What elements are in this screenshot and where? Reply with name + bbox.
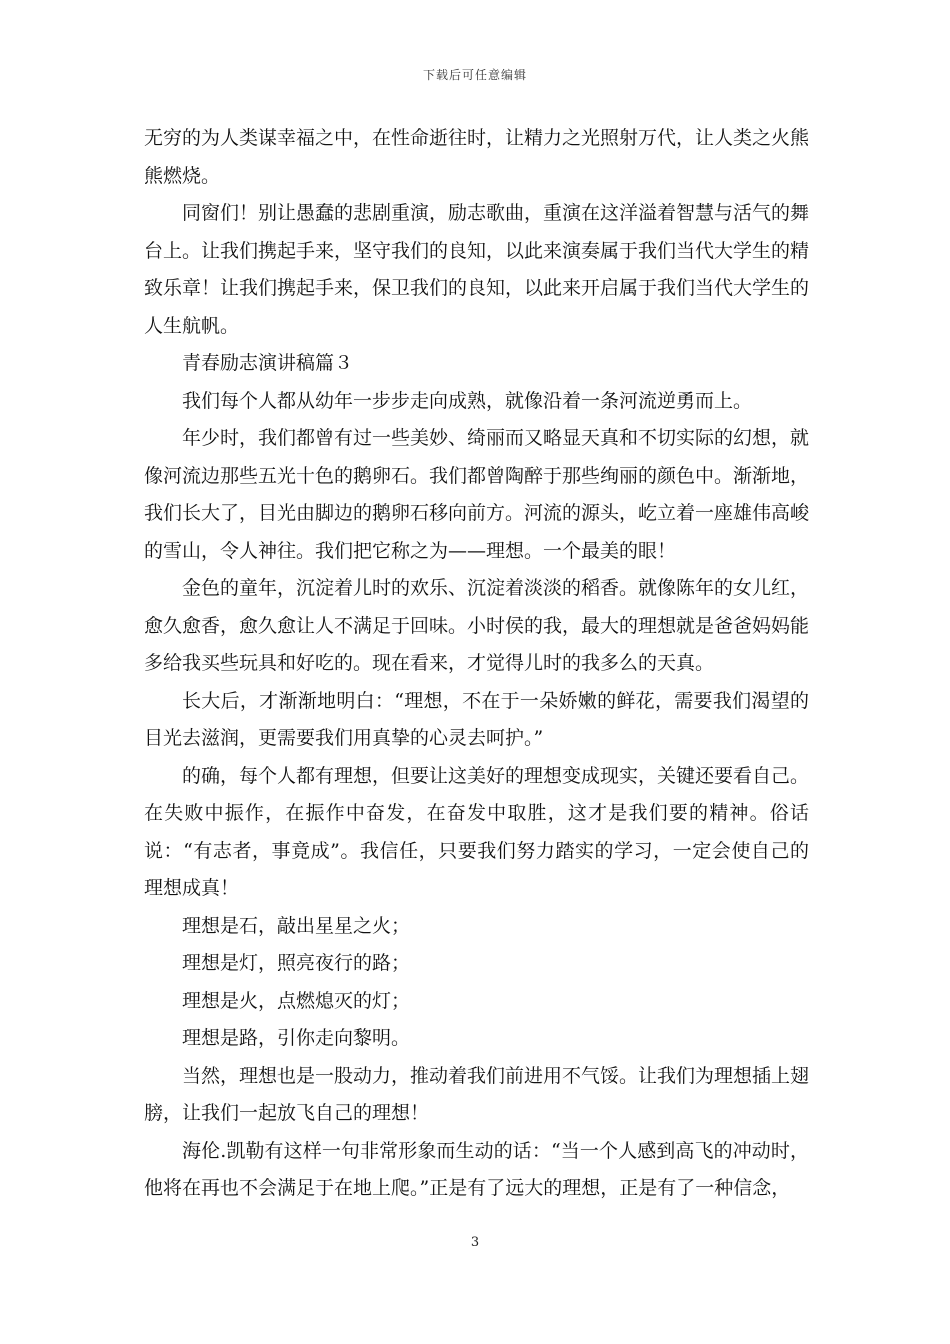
paragraph: 金色的童年，沉淀着儿时的欢乐、沉淀着淡淡的稻香。就像陈年的女儿红，愈久愈香，愈久愈让人不满足于回味。小时侯的我，最大的理想就是爸爸妈妈能多给我买些玩具和好吃的。现在看来，才觉得儿时的我多么的天真。 xyxy=(144,577,810,674)
paragraph: 无穷的为人类谋幸福之中，在性命逝往时，让精力之光照射万代，让人类之火熊熊燃烧。 xyxy=(144,127,810,187)
section-title: 青春励志演讲稿篇３ xyxy=(182,352,354,374)
page-header-note: 下载后可任意编辑 xyxy=(422,68,527,82)
poem-line: 理想是灯，照亮夜行的路； xyxy=(182,952,411,974)
poem-line: 理想是路，引你走向黎明。 xyxy=(182,1027,411,1049)
page-number: 3 xyxy=(470,1235,480,1250)
paragraph: 当然，理想也是一股动力，推动着我们前进用不气馁。让我们为理想插上翅膀，让我们一起放飞自己的理想！ xyxy=(144,1064,810,1124)
paragraph: 同窗们！别让愚蠢的悲剧重演，励志歌曲，重演在这洋溢着智慧与活气的舞台上。让我们携起手来，坚守我们的良知，以此来演奏属于我们当代大学生的精致乐章！让我们携起手来，保卫我们的良知，以此来开启属于我们当代大学生的人生航帆。 xyxy=(144,202,810,337)
paragraph: 我们每个人都从幼年一步步走向成熟，就像沿着一条河流逆勇而上。 xyxy=(182,389,753,412)
poem-line: 理想是石，敲出星星之火； xyxy=(182,914,411,937)
document-body xyxy=(144,120,809,1208)
poem-line: 理想是火，点燃熄灭的灯； xyxy=(182,989,411,1012)
paragraph: 海伦.凯勒有这样一句非常形象而生动的话：“当一个人感到高飞的冲动时，他将在再也不会满足于在地上爬。”正是有了远大的理想，正是有了一种信念， xyxy=(144,1139,809,1199)
paragraph: 长大后，才渐渐地明白：“理想，不在于一朵娇嫩的鲜花，需要我们渴望的目光去滋润，更需要我们用真挚的心灵去呵护。” xyxy=(144,689,809,749)
paragraph: 年少时，我们都曾有过一些美妙、绮丽而又略显天真和不切实际的幻想，就像河流边那些五光十色的鹅卵石。我们都曾陶醉于那些绚丽的颜色中。渐渐地，我们长大了，目光由脚边的鹅卵石移向前方。河流的源头，屹立着一座雄伟高峻的雪山，令人神往。我们把它称之为——理想。一个最美的眼！ xyxy=(144,427,810,562)
paragraph: 的确，每个人都有理想，但要让这美好的理想变成现实，关键还要看自己。在失败中振作，在振作中奋发，在奋发中取胜，这才是我们要的精神。俗话说：“有志者，事竟成”。我信任，只要我们努力踏实的学习，一定会使自己的理想成真！ xyxy=(144,764,810,899)
